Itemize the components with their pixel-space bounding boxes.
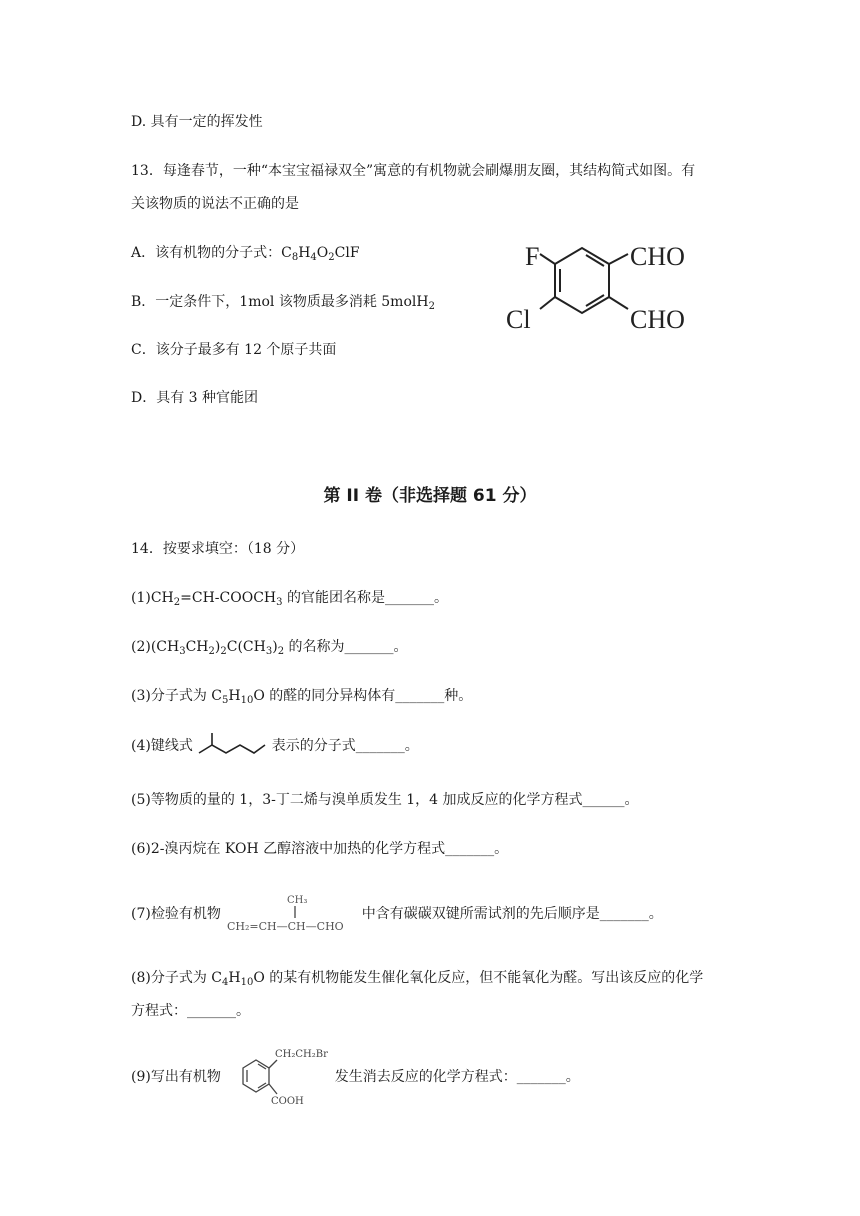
q13-stem-line2: 关该物质的说法不正确的是 [131, 196, 299, 212]
q13-structure-diagram [500, 236, 710, 341]
q12-option-d: D. 具有一定的挥发性 [131, 114, 263, 130]
q13-option-b: B．一定条件下，1mol 该物质最多消耗 5molH$_2$ [131, 294, 435, 312]
q13-option-d: D．具有 3 种官能团 [131, 390, 259, 406]
bond-to-cho-top [609, 254, 628, 264]
bond-to-f [540, 254, 555, 264]
q14-part-3: (3)分子式为 $C_5H_{10}O$ 的醛的同分异构体有_______种。 [131, 688, 473, 706]
bond-to-cho-bottom [609, 297, 628, 309]
q14-part-5: (5)等物质的量的 1，3-丁二烯与溴单质发生 1，4 加成反应的化学方程式______。 [131, 792, 639, 808]
q14-part-2: $(2)(CH_3CH_2)_2C(CH_3)_2$ 的名称为_______。 [131, 639, 408, 657]
group-label-cho-bottom: CHO [630, 305, 685, 334]
skeletal-formula-diagram [197, 731, 267, 761]
q13-option-a: A．该有机物的分子式：$C_8H_4O_2ClF$ [131, 245, 360, 263]
group-label-cho-top: CHO [630, 242, 685, 271]
benzene-ring [555, 248, 609, 313]
q14-part-9: (9)写出有机物 CH₂CH₂Br COOH 发生消去反应的化学方程式：_______。 [131, 1046, 580, 1108]
section-2-title: 第 II 卷（非选择题 61 分） [323, 486, 537, 506]
atom-label-cl: Cl [506, 305, 531, 334]
main-chain-formula: CH₂=CH—CH—CHO [227, 920, 344, 933]
q14-part-8-line2: 方程式：_______。 [131, 1003, 250, 1019]
q14-9-structure-diagram [225, 1046, 330, 1108]
q14-part-6: (6)2-溴丙烷在 KOH 乙醇溶液中加热的化学方程式_______。 [131, 841, 509, 857]
q14-part-1: $(1)CH_2=CH-COOCH_3$ 的官能团名称是_______。 [131, 590, 448, 608]
q14-part-8-line1: (8)分子式为 $C_4H_{10}O$ 的某有机物能发生催化氧化反应，但不能氧化为醛。写出该反应的化学 [131, 970, 704, 988]
substituent-ch2ch2br: CH₂CH₂Br [275, 1049, 329, 1060]
q13-stem-line1: 13．每逢春节，一种“本宝宝福禄双全”寓意的有机物就会刷爆朋友圈，其结构简式如图。有 [131, 163, 696, 179]
q14-part-7: (7)检验有机物 CH₃ CH₂=CH—CH—CHO 中含有碳碳双键所需试剂的先后顺序是_______。 [131, 892, 663, 936]
atom-label-f: F [525, 242, 540, 271]
q14-stem: 14．按要求填空：（18 分） [131, 541, 305, 557]
q14-7-structure-diagram [225, 892, 357, 936]
substituent-cooh: COOH [271, 1096, 305, 1107]
q14-part-4: (4)键线式 表示的分子式_______。 [131, 731, 419, 761]
q13-option-c: C．该分子最多有 12 个原子共面 [131, 342, 337, 358]
bond-to-cl [540, 297, 555, 309]
substituent-ch3: CH₃ [287, 895, 308, 906]
